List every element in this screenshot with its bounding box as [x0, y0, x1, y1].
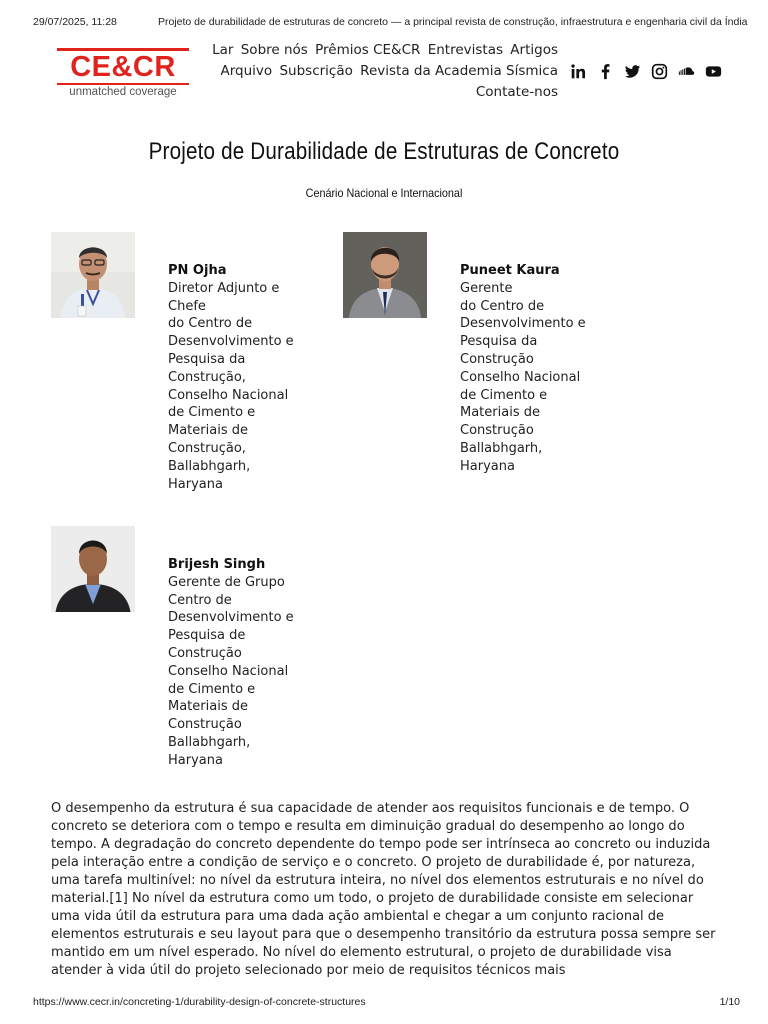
author-info [168, 556, 308, 770]
soundcloud-icon[interactable] [678, 63, 695, 80]
facebook-icon[interactable] [597, 63, 614, 80]
nav-row-3 [200, 82, 558, 103]
author-info [460, 262, 600, 476]
site-logo[interactable] [57, 48, 189, 98]
author-photo [51, 232, 135, 318]
nav-row-1 [200, 40, 558, 61]
nav-link-interviews[interactable]: Entrevistas [427, 42, 503, 58]
nav-link-about[interactable]: Sobre nós [240, 42, 308, 58]
author-name: Brijesh Singh [168, 557, 266, 572]
author-role: Gerente do Centro de Desenvolvimento e Pesquisa da Construção Conselho Nacional de Cimento e Materiais de Construção Ballabhgarh, Haryana [460, 280, 586, 474]
author-role: Diretor Adjunto e Chefe do Centro de Desenvolvimento e Pesquisa da Construção, Conselho Nacional de Cimento e Materiais de Construção, Ballabhgarh, Haryana [168, 280, 294, 492]
nav-link-seismic-magazine[interactable]: Revista da Academia Sísmica [360, 63, 558, 79]
nav-row-2 [200, 61, 558, 82]
twitter-icon[interactable] [624, 63, 641, 80]
author-photo [51, 526, 135, 612]
article-body-paragraph: O desempenho da estrutura é sua capacidade de atender aos requisitos funcionais e de tempo. O concreto se deteriora com o tempo e resulta em diminuição gradual do desempenho ao longo do tempo. A degradação do concreto dependente do tempo pode ser intrínseca ao concreto ou induzida pela interação entre a condição de serviço e o concreto. O projeto de durabilidade é, por natureza, uma tarefa multinível: no nível da estrutura inteira, no nível dos elementos estruturais e no nível do material.[1] No nível da estrutura como um todo, o projeto de durabilidade consiste em selecionar uma vida útil da estrutura para uma dada ação ambiental e chegar a um conjunto racional de elementos estruturais e seu layout para que o desempenho transitório da estrutura possa sempre ser mantido em um nível esperado. No nível do elemento estrutural, o projeto de durabilidade visa atender à vida útil do projeto selecionado por meio de requisitos técnicos mais [51, 801, 716, 978]
logo-mark: CE&CR [70, 51, 176, 83]
linkedin-icon[interactable] [570, 63, 587, 80]
social-icons [570, 63, 722, 80]
youtube-icon[interactable] [705, 63, 722, 80]
article-title: Projeto de Durabilidade de Estruturas de Concreto [148, 138, 620, 165]
main-nav [200, 40, 558, 103]
nav-link-archive[interactable]: Arquivo [220, 63, 273, 79]
nav-link-contact[interactable]: Contate-nos [475, 84, 558, 100]
author-name: Puneet Kaura [460, 263, 560, 278]
print-url[interactable]: https://www.cecr.in/concreting-1/durability-design-of-concrete-structures [33, 996, 366, 1008]
logo-bottom-rule [57, 83, 189, 85]
instagram-icon[interactable] [651, 63, 668, 80]
nav-link-awards[interactable]: Prêmios CE&CR [315, 42, 421, 58]
author-info [168, 262, 308, 493]
logo-tagline: unmatched coverage [69, 86, 177, 98]
page-number: 1/10 [719, 996, 740, 1008]
author-name: PN Ojha [168, 263, 227, 278]
nav-link-home[interactable]: Lar [212, 42, 234, 58]
nav-link-subscription[interactable]: Subscrição [279, 63, 353, 79]
nav-link-articles[interactable]: Artigos [510, 42, 558, 58]
author-role: Gerente de Grupo Centro de Desenvolvimento e Pesquisa de Construção Conselho Nacional de Cimento e Materiais de Construção Ballabhgarh, Haryana [168, 574, 294, 768]
print-page-title: Projeto de durabilidade de estruturas de concreto — a principal revista de construção, infraestrutura e engenharia civil da Índia [158, 16, 748, 28]
print-datetime: 29/07/2025, 11:28 [33, 16, 117, 28]
article-subtitle: Cenário Nacional e Internacional [305, 186, 463, 200]
print-footer [33, 996, 740, 1008]
author-photo [343, 232, 427, 318]
